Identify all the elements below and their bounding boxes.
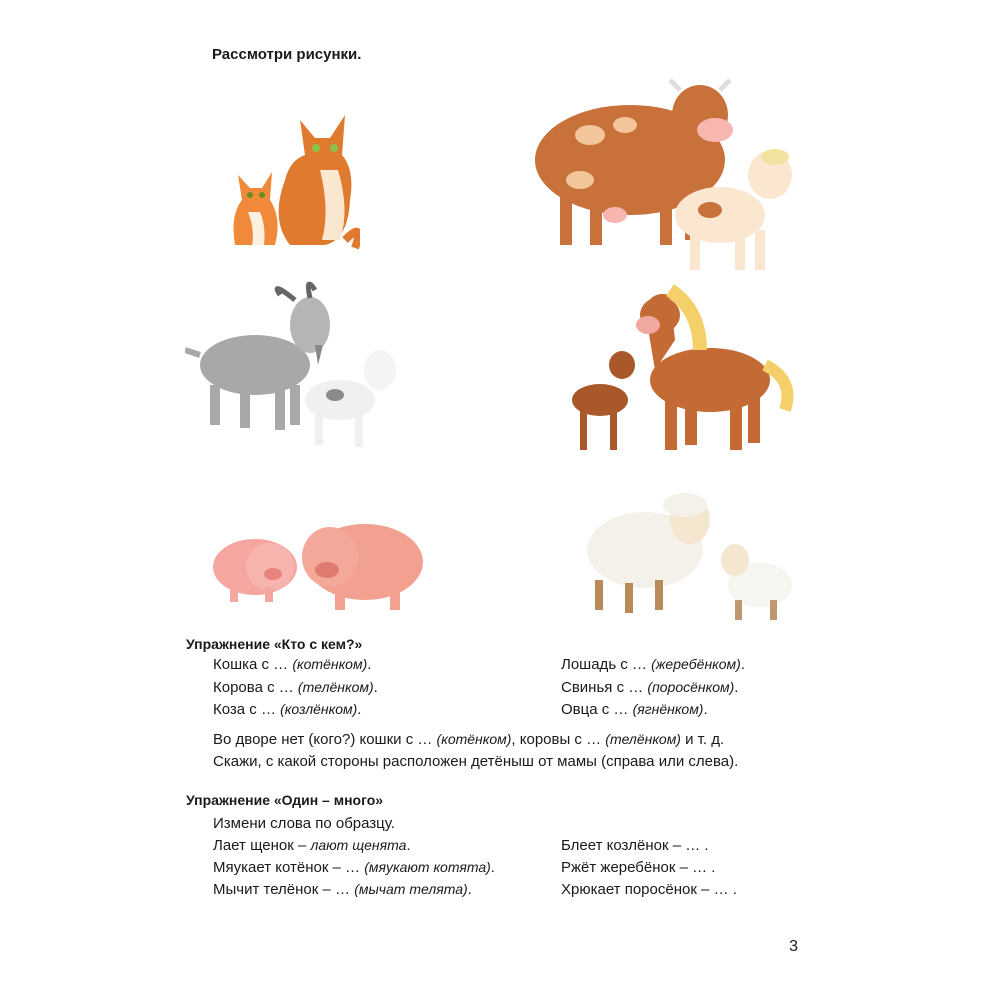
- pigs-illustration: [205, 512, 425, 612]
- ex2-right-line-1: Блеет козлёнок – … .: [561, 837, 709, 854]
- ex1-right-line-1: Лошадь с … (жеребёнком).: [561, 656, 745, 673]
- ex2-left-line-2: Мяукает котёнок – … (мяукают котята).: [213, 859, 495, 876]
- ex2-right-line-2: Ржёт жеребёнок – … .: [561, 859, 716, 876]
- ex2-left-line-1: Лает щенок – лают щенята.: [213, 837, 411, 854]
- ex1-left-line-2: Корова с … (телёнком).: [213, 679, 378, 696]
- cows-illustration: [520, 75, 810, 275]
- ex2-left-line-3: Мычит телёнок – … (мычат телята).: [213, 881, 472, 898]
- exercise-1-title: Упражнение «Кто с кем?»: [186, 636, 363, 652]
- sheep-illustration: [585, 485, 800, 625]
- ex1-left-line-3: Коза с … (козлёнком).: [213, 701, 362, 718]
- intro-text: Рассмотри рисунки.: [212, 46, 362, 63]
- ex2-right-line-3: Хрюкает поросёнок – … .: [561, 881, 737, 898]
- cats-illustration: [230, 100, 360, 250]
- ex2-instruction: Измени слова по образцу.: [213, 815, 395, 832]
- exercise-2-title: Упражнение «Один – много»: [186, 792, 384, 808]
- ex1-right-line-3: Овца с … (ягнёнком).: [561, 701, 708, 718]
- horses-illustration: [560, 280, 800, 465]
- goats-illustration: [185, 280, 405, 455]
- ex1-left-line-1: Кошка с … (котёнком).: [213, 656, 372, 673]
- ex1-right-line-2: Свинья с … (поросёнком).: [561, 679, 739, 696]
- page-number: 3: [789, 938, 798, 955]
- ex1-sentence-1: Во дворе нет (кого?) кошки с … (котёнком), коровы с … (телёнком) и т. д.: [213, 731, 725, 748]
- ex1-sentence-2: Скажи, с какой стороны расположен детёныш от мамы (справа или слева).: [213, 753, 739, 770]
